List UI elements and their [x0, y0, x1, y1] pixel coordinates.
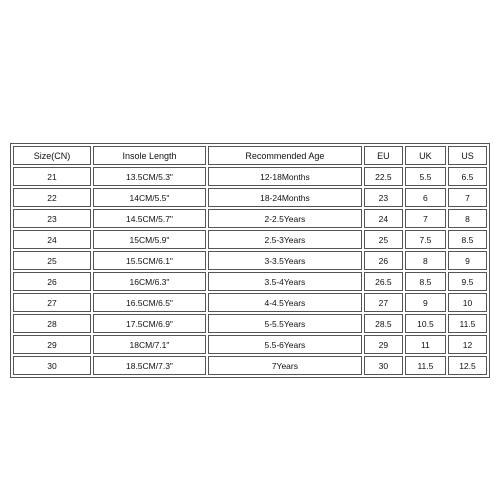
cell-recommended-age: 4-4.5Years: [208, 293, 362, 312]
cell-size-cn: 23: [13, 209, 91, 228]
cell-insole-length: 14.5CM/5.7": [93, 209, 206, 228]
cell-eu: 26: [364, 251, 403, 270]
cell-us: 9.5: [448, 272, 487, 291]
cell-recommended-age: 2-2.5Years: [208, 209, 362, 228]
cell-us: 6.5: [448, 167, 487, 186]
table-row: [13, 251, 487, 270]
cell-uk: 9: [405, 293, 446, 312]
cell-us: 7: [448, 188, 487, 207]
size-chart-table: [10, 143, 490, 378]
cell-insole-length: 17.5CM/6.9": [93, 314, 206, 333]
cell-us: 10: [448, 293, 487, 312]
cell-us: 8.5: [448, 230, 487, 249]
cell-eu: 29: [364, 335, 403, 354]
header-uk: UK: [405, 146, 446, 165]
cell-us: 12: [448, 335, 487, 354]
cell-insole-length: 18.5CM/7.3": [93, 356, 206, 375]
cell-size-cn: 22: [13, 188, 91, 207]
table-row: [13, 209, 487, 228]
header-recommended-age: Recommended Age: [208, 146, 362, 165]
table-row: [13, 188, 487, 207]
cell-size-cn: 30: [13, 356, 91, 375]
cell-insole-length: 16CM/6.3": [93, 272, 206, 291]
cell-insole-length: 15CM/5.9": [93, 230, 206, 249]
table-row: [13, 293, 487, 312]
cell-uk: 7.5: [405, 230, 446, 249]
cell-uk: 11.5: [405, 356, 446, 375]
cell-eu: 24: [364, 209, 403, 228]
cell-uk: 8: [405, 251, 446, 270]
cell-size-cn: 27: [13, 293, 91, 312]
cell-recommended-age: 12-18Months: [208, 167, 362, 186]
cell-insole-length: 16.5CM/6.5": [93, 293, 206, 312]
table-row: [13, 356, 487, 375]
table-row: [13, 272, 487, 291]
cell-us: 8: [448, 209, 487, 228]
cell-recommended-age: 2.5-3Years: [208, 230, 362, 249]
table-row: [13, 314, 487, 333]
cell-us: 9: [448, 251, 487, 270]
cell-uk: 10.5: [405, 314, 446, 333]
table-row: [13, 167, 487, 186]
cell-uk: 11: [405, 335, 446, 354]
cell-uk: 7: [405, 209, 446, 228]
cell-uk: 6: [405, 188, 446, 207]
cell-eu: 27: [364, 293, 403, 312]
table-row: [13, 335, 487, 354]
table-row: [13, 230, 487, 249]
cell-eu: 28.5: [364, 314, 403, 333]
cell-insole-length: 13.5CM/5.3": [93, 167, 206, 186]
cell-recommended-age: 5-5.5Years: [208, 314, 362, 333]
header-eu: EU: [364, 146, 403, 165]
cell-size-cn: 21: [13, 167, 91, 186]
cell-eu: 26.5: [364, 272, 403, 291]
cell-eu: 23: [364, 188, 403, 207]
header-us: US: [448, 146, 487, 165]
cell-recommended-age: 3-3.5Years: [208, 251, 362, 270]
cell-recommended-age: 18-24Months: [208, 188, 362, 207]
cell-recommended-age: 5.5-6Years: [208, 335, 362, 354]
cell-size-cn: 24: [13, 230, 91, 249]
cell-uk: 8.5: [405, 272, 446, 291]
header-row: [13, 146, 487, 165]
cell-us: 11.5: [448, 314, 487, 333]
header-insole-length: Insole Length: [93, 146, 206, 165]
cell-insole-length: 18CM/7.1": [93, 335, 206, 354]
cell-insole-length: 14CM/5.5": [93, 188, 206, 207]
cell-size-cn: 26: [13, 272, 91, 291]
cell-eu: 25: [364, 230, 403, 249]
cell-eu: 30: [364, 356, 403, 375]
cell-recommended-age: 3.5-4Years: [208, 272, 362, 291]
cell-eu: 22.5: [364, 167, 403, 186]
cell-size-cn: 29: [13, 335, 91, 354]
cell-insole-length: 15.5CM/6.1": [93, 251, 206, 270]
cell-us: 12.5: [448, 356, 487, 375]
cell-size-cn: 28: [13, 314, 91, 333]
header-size-cn: Size(CN): [13, 146, 91, 165]
cell-uk: 5.5: [405, 167, 446, 186]
cell-recommended-age: 7Years: [208, 356, 362, 375]
cell-size-cn: 25: [13, 251, 91, 270]
